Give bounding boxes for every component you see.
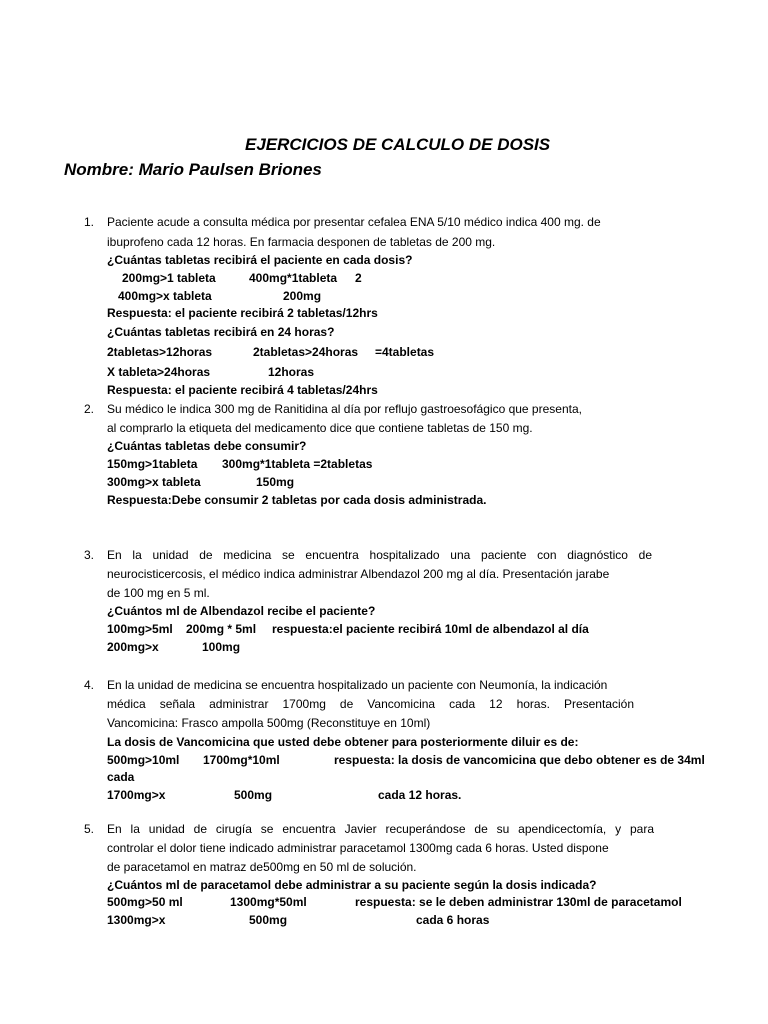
exercise-1-calc: 200mg>1 tableta	[122, 271, 216, 285]
exercise-4-number: 4.	[84, 678, 95, 692]
exercise-4-calc: cada	[107, 770, 135, 784]
exercise-2-question: ¿Cuántas tabletas debe consumir?	[107, 439, 307, 453]
exercise-5-text-line-1: En la unidad de cirugía se encuentra Javier recuperándose de su apendicectomía, y para	[107, 822, 654, 836]
exercise-2-calc: 300mg>x tableta	[107, 475, 201, 489]
exercise-3-calc: 200mg>x	[107, 640, 159, 654]
exercise-4-calc: 1700mg*10ml	[203, 753, 280, 767]
exercise-1-calc: 2tabletas>24horas	[253, 345, 359, 359]
exercise-1-calc: 2tabletas>12horas	[107, 345, 213, 359]
exercise-1-calc: 400mg>x tableta	[118, 289, 212, 303]
exercise-4-question: La dosis de Vancomicina que usted debe obtener para posteriormente diluir es de:	[107, 735, 579, 749]
exercise-3-calc: 100mg>5ml	[107, 622, 173, 636]
exercise-1-calc: 200mg	[283, 289, 322, 303]
exercise-1-calc: X tableta>24horas	[107, 365, 211, 379]
exercise-1-answer-2: Respuesta: el paciente recibirá 4 tabletas/24hrs	[107, 383, 378, 397]
exercise-5-calc: cada 6 horas	[416, 913, 490, 927]
exercise-5-calc: 1300mg*50ml	[230, 895, 307, 909]
exercise-4-calc: 500mg>10ml	[107, 753, 180, 767]
exercise-2-calc: 150mg	[256, 475, 295, 489]
exercise-1-calc: 12horas	[268, 365, 315, 379]
student-name: Nombre: Mario Paulsen Briones	[64, 160, 322, 179]
exercise-1-question-2: ¿Cuántas tabletas recibirá en 24 horas?	[107, 325, 335, 339]
exercise-2-calc: 150mg>1tableta	[107, 457, 198, 471]
exercise-3-text-line-1: En la unidad de medicina se encuentra hospitalizado una paciente con diagnóstico de	[107, 548, 652, 562]
exercise-5-calc: 500mg	[249, 913, 288, 927]
exercise-5-question: ¿Cuántos ml de paracetamol debe administrar a su paciente según la dosis indicada?	[107, 878, 597, 892]
exercise-5-answer: respuesta: se le deben administrar 130ml de paracetamol	[355, 895, 682, 909]
exercise-4-calc: cada 12 horas.	[378, 788, 462, 802]
exercise-3-number: 3.	[84, 548, 95, 562]
exercise-5-text-line-2: controlar el dolor tiene indicado administrar paracetamol 1300mg cada 6 horas. Usted dispone	[107, 841, 609, 855]
exercise-5-calc: 500mg>50 ml	[107, 895, 183, 909]
exercise-1-answer-1: Respuesta: el paciente recibirá 2 tabletas/12hrs	[107, 306, 378, 320]
exercise-1-text-line-1: Paciente acude a consulta médica por presentar cefalea ENA 5/10 médico indica 400 mg. de	[107, 215, 601, 229]
exercise-1-calc: 2	[355, 271, 362, 285]
exercise-4-text-line-1: En la unidad de medicina se encuentra hospitalizado un paciente con Neumonía, la indicación	[107, 678, 608, 692]
exercise-5-number: 5.	[84, 822, 95, 836]
exercise-4-text-line-2: médica señala administrar 1700mg de Vancomicina cada 12 horas. Presentación	[107, 697, 634, 711]
exercise-3-answer: respuesta:el paciente recibirá 10ml de albendazol al día	[272, 622, 589, 636]
exercise-3-calc: 100mg	[202, 640, 241, 654]
exercise-1-text-line-2: ibuprofeno cada 12 horas. En farmacia desponen de tabletas de 200 mg.	[107, 235, 496, 249]
exercise-2-calc: 300mg*1tableta =2tabletas	[222, 457, 373, 471]
exercise-1-question-1: ¿Cuántas tabletas recibirá el paciente en cada dosis?	[107, 253, 413, 267]
exercise-4-calc: 500mg	[234, 788, 273, 802]
page-title: EJERCICIOS DE CALCULO DE DOSIS	[245, 135, 551, 154]
exercise-5-calc: 1300mg>x	[107, 913, 166, 927]
exercise-4-calc: 1700mg>x	[107, 788, 166, 802]
exercise-2-answer: Respuesta:Debe consumir 2 tabletas por cada dosis administrada.	[107, 493, 487, 507]
exercise-3-text-line-3: de 100 mg en 5 ml.	[107, 586, 210, 600]
exercise-1-calc: 400mg*1tableta	[249, 271, 338, 285]
exercise-1-number: 1.	[84, 215, 95, 229]
exercise-5-text-line-3: de paracetamol en matraz de500mg en 50 ml de solución.	[107, 860, 417, 874]
exercise-3-question: ¿Cuántos ml de Albendazol recibe el paciente?	[107, 604, 376, 618]
exercise-2-text-line-2: al comprarlo la etiqueta del medicamento dice que contiene tabletas de 150 mg.	[107, 421, 533, 435]
exercise-4-answer: respuesta: la dosis de vancomicina que debo obtener es de 34ml	[334, 753, 705, 767]
exercise-2-number: 2.	[84, 402, 95, 416]
exercise-4-text-line-3: Vancomicina: Frasco ampolla 500mg (Reconstituye en 10ml)	[107, 716, 431, 730]
exercise-2-text-line-1: Su médico le indica 300 mg de Ranitidina al día por reflujo gastroesofágico que presenta,	[107, 402, 582, 416]
exercise-3-calc: 200mg * 5ml	[186, 622, 257, 636]
exercise-1-calc: =4tabletas	[375, 345, 435, 359]
exercise-3-text-line-2: neurocisticercosis, el médico indica administrar Albendazol 200 mg al día. Presentación jarabe	[107, 567, 610, 581]
